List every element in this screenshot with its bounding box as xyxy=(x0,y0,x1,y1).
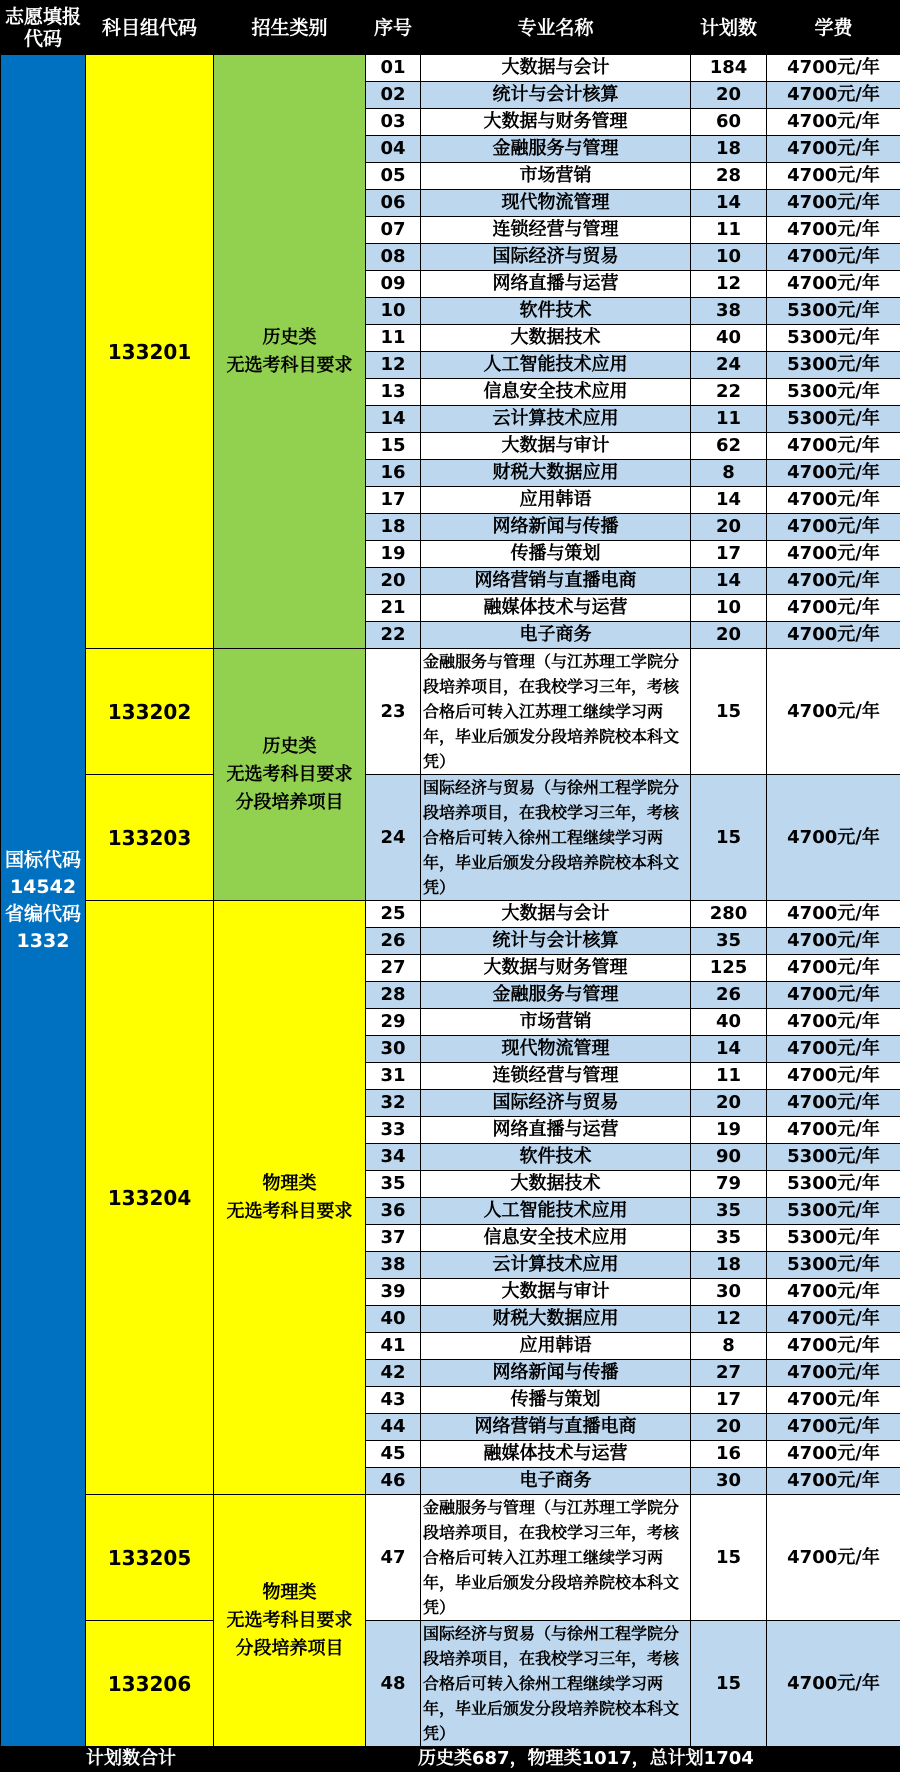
plan-count-cell: 184 xyxy=(691,55,767,82)
major-name-cell: 大数据与会计 xyxy=(421,901,691,928)
header-category: 招生类别 xyxy=(214,1,366,55)
plan-count-cell: 35 xyxy=(691,1225,767,1252)
tuition-cell: 4700元/年 xyxy=(767,271,900,298)
major-name-cell: 统计与会计核算 xyxy=(421,82,691,109)
major-name-cell: 连锁经营与管理 xyxy=(421,217,691,244)
major-name-cell: 信息安全技术应用 xyxy=(421,379,691,406)
tuition-cell: 4700元/年 xyxy=(767,1360,900,1387)
plan-count-cell: 15 xyxy=(691,775,767,901)
tuition-cell: 5300元/年 xyxy=(767,1198,900,1225)
tuition-cell: 4700元/年 xyxy=(767,244,900,271)
tuition-cell: 4700元/年 xyxy=(767,955,900,982)
seq-cell: 33 xyxy=(366,1117,421,1144)
tuition-cell: 4700元/年 xyxy=(767,775,900,901)
seq-cell: 43 xyxy=(366,1387,421,1414)
seq-cell: 25 xyxy=(366,901,421,928)
major-name-cell: 传播与策划 xyxy=(421,1387,691,1414)
major-name-cell: 网络新闻与传播 xyxy=(421,514,691,541)
tuition-cell: 4700元/年 xyxy=(767,109,900,136)
group-code-cell: 133202 xyxy=(86,649,214,775)
plan-count-cell: 20 xyxy=(691,1414,767,1441)
category-line: 无选考科目要求 xyxy=(226,1200,353,1222)
major-name-cell: 应用韩语 xyxy=(421,487,691,514)
seq-cell: 17 xyxy=(366,487,421,514)
tuition-cell: 5300元/年 xyxy=(767,406,900,433)
seq-cell: 22 xyxy=(366,622,421,649)
tuition-cell: 4700元/年 xyxy=(767,163,900,190)
seq-cell: 20 xyxy=(366,568,421,595)
major-name-cell: 云计算技术应用 xyxy=(421,1252,691,1279)
seq-cell: 41 xyxy=(366,1333,421,1360)
header-group-code: 科目组代码 xyxy=(86,1,214,55)
tuition-cell: 5300元/年 xyxy=(767,298,900,325)
school-code-line: 1332 xyxy=(16,929,70,952)
tuition-cell: 4700元/年 xyxy=(767,622,900,649)
seq-cell: 11 xyxy=(366,325,421,352)
plan-count-cell: 20 xyxy=(691,622,767,649)
seq-cell: 16 xyxy=(366,460,421,487)
tuition-cell: 4700元/年 xyxy=(767,595,900,622)
tuition-cell: 4700元/年 xyxy=(767,1387,900,1414)
tuition-cell: 4700元/年 xyxy=(767,982,900,1009)
plan-count-cell: 17 xyxy=(691,541,767,568)
plan-count-cell: 20 xyxy=(691,514,767,541)
group-code-cell: 133204 xyxy=(86,901,214,1495)
tuition-cell: 4700元/年 xyxy=(767,1468,900,1495)
major-name-cell: 人工智能技术应用 xyxy=(421,1198,691,1225)
tuition-cell: 4700元/年 xyxy=(767,82,900,109)
major-name-cell: 连锁经营与管理 xyxy=(421,1063,691,1090)
plan-count-cell: 11 xyxy=(691,217,767,244)
major-name-cell: 软件技术 xyxy=(421,298,691,325)
plan-count-cell: 280 xyxy=(691,901,767,928)
header-seq: 序号 xyxy=(366,1,421,55)
major-name-cell: 财税大数据应用 xyxy=(421,460,691,487)
major-name-cell: 人工智能技术应用 xyxy=(421,352,691,379)
category-line: 分段培养项目 xyxy=(235,791,344,813)
major-name-cell: 云计算技术应用 xyxy=(421,406,691,433)
tuition-cell: 4700元/年 xyxy=(767,928,900,955)
seq-cell: 24 xyxy=(366,775,421,901)
seq-cell: 14 xyxy=(366,406,421,433)
category-cell xyxy=(214,649,366,901)
major-name-cell: 现代物流管理 xyxy=(421,190,691,217)
plan-count-cell: 40 xyxy=(691,325,767,352)
tuition-cell: 4700元/年 xyxy=(767,136,900,163)
tuition-cell: 4700元/年 xyxy=(767,190,900,217)
tuition-cell: 4700元/年 xyxy=(767,433,900,460)
plan-count-cell: 18 xyxy=(691,1252,767,1279)
major-name-cell: 电子商务 xyxy=(421,1468,691,1495)
plan-count-cell: 40 xyxy=(691,1009,767,1036)
major-name-cell: 国际经济与贸易（与徐州工程学院分段培养项目，在我校学习三年，考核合格后可转入徐州工程继续学习两年，毕业后颁发分段培养院校本科文凭） xyxy=(421,1621,691,1747)
major-name-cell: 金融服务与管理（与江苏理工学院分段培养项目，在我校学习三年，考核合格后可转入江苏理工继续学习两年，毕业后颁发分段培养院校本科文凭） xyxy=(421,1495,691,1621)
table-row xyxy=(1,649,900,775)
tuition-cell: 4700元/年 xyxy=(767,1306,900,1333)
table-row xyxy=(1,1495,900,1621)
seq-cell: 29 xyxy=(366,1009,421,1036)
plan-count-cell: 35 xyxy=(691,928,767,955)
major-name-cell: 信息安全技术应用 xyxy=(421,1225,691,1252)
seq-cell: 31 xyxy=(366,1063,421,1090)
seq-cell: 19 xyxy=(366,541,421,568)
plan-count-cell: 10 xyxy=(691,595,767,622)
tuition-cell: 4700元/年 xyxy=(767,1333,900,1360)
tuition-cell: 4700元/年 xyxy=(767,541,900,568)
major-name-cell: 网络新闻与传播 xyxy=(421,1360,691,1387)
table-row xyxy=(1,775,900,901)
major-name-cell: 网络营销与直播电商 xyxy=(421,1414,691,1441)
seq-cell: 46 xyxy=(366,1468,421,1495)
seq-cell: 47 xyxy=(366,1495,421,1621)
major-name-cell: 传播与策划 xyxy=(421,541,691,568)
plan-count-cell: 17 xyxy=(691,1387,767,1414)
category-cell xyxy=(214,1495,366,1747)
tuition-cell: 4700元/年 xyxy=(767,1495,900,1621)
major-name-cell: 大数据技术 xyxy=(421,325,691,352)
tuition-cell: 4700元/年 xyxy=(767,1090,900,1117)
tuition-cell: 4700元/年 xyxy=(767,901,900,928)
tuition-cell: 4700元/年 xyxy=(767,1036,900,1063)
school-code-line: 14542 xyxy=(9,875,77,898)
group-code-cell: 133205 xyxy=(86,1495,214,1621)
tuition-cell: 4700元/年 xyxy=(767,1063,900,1090)
school-code-line: 国标代码 xyxy=(4,848,81,871)
tuition-cell: 4700元/年 xyxy=(767,568,900,595)
major-name-cell: 金融服务与管理 xyxy=(421,982,691,1009)
seq-cell: 03 xyxy=(366,109,421,136)
plan-count-cell: 125 xyxy=(691,955,767,982)
seq-cell: 37 xyxy=(366,1225,421,1252)
major-name-cell: 国际经济与贸易 xyxy=(421,244,691,271)
plan-count-cell: 12 xyxy=(691,1306,767,1333)
seq-cell: 34 xyxy=(366,1144,421,1171)
group-code-cell: 133201 xyxy=(86,55,214,649)
plan-count-cell: 79 xyxy=(691,1171,767,1198)
seq-cell: 08 xyxy=(366,244,421,271)
category-line: 历史类 xyxy=(262,735,317,757)
plan-count-cell: 24 xyxy=(691,352,767,379)
seq-cell: 35 xyxy=(366,1171,421,1198)
header-fill-code: 志愿填报代码 xyxy=(1,1,86,55)
category-line: 物理类 xyxy=(262,1581,317,1603)
major-name-cell: 应用韩语 xyxy=(421,1333,691,1360)
header-row xyxy=(1,1,900,55)
plan-count-cell: 35 xyxy=(691,1198,767,1225)
plan-count-cell: 11 xyxy=(691,406,767,433)
seq-cell: 27 xyxy=(366,955,421,982)
major-name-cell: 大数据与财务管理 xyxy=(421,109,691,136)
plan-count-cell: 18 xyxy=(691,136,767,163)
major-name-cell: 电子商务 xyxy=(421,622,691,649)
seq-cell: 09 xyxy=(366,271,421,298)
total-label: 计划数合计 xyxy=(1,1747,366,1772)
major-name-cell: 软件技术 xyxy=(421,1144,691,1171)
tuition-cell: 4700元/年 xyxy=(767,1414,900,1441)
header-plan: 计划数 xyxy=(691,1,767,55)
category-cell xyxy=(214,901,366,1495)
major-name-cell: 网络营销与直播电商 xyxy=(421,568,691,595)
category-line: 无选考科目要求 xyxy=(226,763,353,785)
plan-count-cell: 15 xyxy=(691,1495,767,1621)
total-value: 历史类687，物理类1017，总计划1704 xyxy=(366,1747,900,1772)
plan-count-cell: 15 xyxy=(691,649,767,775)
plan-count-cell: 90 xyxy=(691,1144,767,1171)
seq-cell: 18 xyxy=(366,514,421,541)
tuition-cell: 4700元/年 xyxy=(767,55,900,82)
seq-cell: 02 xyxy=(366,82,421,109)
major-name-cell: 大数据技术 xyxy=(421,1171,691,1198)
seq-cell: 39 xyxy=(366,1279,421,1306)
seq-cell: 40 xyxy=(366,1306,421,1333)
plan-count-cell: 14 xyxy=(691,190,767,217)
plan-count-cell: 10 xyxy=(691,244,767,271)
plan-count-cell: 19 xyxy=(691,1117,767,1144)
plan-count-cell: 27 xyxy=(691,1360,767,1387)
seq-cell: 42 xyxy=(366,1360,421,1387)
seq-cell: 13 xyxy=(366,379,421,406)
major-name-cell: 网络直播与运营 xyxy=(421,271,691,298)
plan-count-cell: 14 xyxy=(691,1036,767,1063)
seq-cell: 36 xyxy=(366,1198,421,1225)
plan-count-cell: 60 xyxy=(691,109,767,136)
tuition-cell: 4700元/年 xyxy=(767,460,900,487)
plan-count-cell: 8 xyxy=(691,1333,767,1360)
category-line: 历史类 xyxy=(262,326,317,348)
major-name-cell: 大数据与会计 xyxy=(421,55,691,82)
header-fee: 学费 xyxy=(767,1,900,55)
seq-cell: 30 xyxy=(366,1036,421,1063)
plan-count-cell: 16 xyxy=(691,1441,767,1468)
plan-count-cell: 20 xyxy=(691,82,767,109)
tuition-cell: 4700元/年 xyxy=(767,1117,900,1144)
seq-cell: 12 xyxy=(366,352,421,379)
seq-cell: 23 xyxy=(366,649,421,775)
group-code-cell: 133203 xyxy=(86,775,214,901)
seq-cell: 06 xyxy=(366,190,421,217)
seq-cell: 38 xyxy=(366,1252,421,1279)
plan-count-cell: 38 xyxy=(691,298,767,325)
plan-count-cell: 30 xyxy=(691,1279,767,1306)
seq-cell: 10 xyxy=(366,298,421,325)
group-code-cell: 133206 xyxy=(86,1621,214,1747)
plan-count-cell: 28 xyxy=(691,163,767,190)
category-cell xyxy=(214,55,366,649)
major-name-cell: 国际经济与贸易 xyxy=(421,1090,691,1117)
plan-count-cell: 12 xyxy=(691,271,767,298)
major-name-cell: 融媒体技术与运营 xyxy=(421,1441,691,1468)
plan-count-cell: 22 xyxy=(691,379,767,406)
category-line: 分段培养项目 xyxy=(235,1637,344,1659)
tuition-cell: 4700元/年 xyxy=(767,217,900,244)
seq-cell: 05 xyxy=(366,163,421,190)
tuition-cell: 4700元/年 xyxy=(767,1279,900,1306)
plan-count-cell: 30 xyxy=(691,1468,767,1495)
plan-count-cell: 15 xyxy=(691,1621,767,1747)
major-name-cell: 大数据与审计 xyxy=(421,1279,691,1306)
category-line: 物理类 xyxy=(262,1172,317,1194)
plan-count-cell: 11 xyxy=(691,1063,767,1090)
tuition-cell: 5300元/年 xyxy=(767,1252,900,1279)
plan-count-cell: 14 xyxy=(691,487,767,514)
plan-count-cell: 62 xyxy=(691,433,767,460)
tuition-cell: 5300元/年 xyxy=(767,352,900,379)
category-line: 无选考科目要求 xyxy=(226,1609,353,1631)
seq-cell: 28 xyxy=(366,982,421,1009)
major-name-cell: 大数据与财务管理 xyxy=(421,955,691,982)
table-row xyxy=(1,901,900,928)
major-name-cell: 网络直播与运营 xyxy=(421,1117,691,1144)
table-row xyxy=(1,55,900,82)
total-row xyxy=(1,1747,900,1772)
tuition-cell: 4700元/年 xyxy=(767,1009,900,1036)
seq-cell: 01 xyxy=(366,55,421,82)
seq-cell: 21 xyxy=(366,595,421,622)
header-major: 专业名称 xyxy=(421,1,691,55)
plan-count-cell: 14 xyxy=(691,568,767,595)
school-code-line: 省编代码 xyxy=(4,902,81,925)
seq-cell: 07 xyxy=(366,217,421,244)
table-row xyxy=(1,1621,900,1747)
tuition-cell: 5300元/年 xyxy=(767,1171,900,1198)
major-name-cell: 融媒体技术与运营 xyxy=(421,595,691,622)
tuition-cell: 5300元/年 xyxy=(767,325,900,352)
tuition-cell: 5300元/年 xyxy=(767,1225,900,1252)
major-name-cell: 市场营销 xyxy=(421,1009,691,1036)
tuition-cell: 4700元/年 xyxy=(767,514,900,541)
seq-cell: 04 xyxy=(366,136,421,163)
category-line: 无选考科目要求 xyxy=(226,354,353,376)
major-name-cell: 金融服务与管理（与江苏理工学院分段培养项目，在我校学习三年，考核合格后可转入江苏理工继续学习两年，毕业后颁发分段培养院校本科文凭） xyxy=(421,649,691,775)
school-code-cell xyxy=(1,55,86,1747)
tuition-cell: 5300元/年 xyxy=(767,1144,900,1171)
tuition-cell: 4700元/年 xyxy=(767,487,900,514)
plan-count-cell: 26 xyxy=(691,982,767,1009)
major-name-cell: 大数据与审计 xyxy=(421,433,691,460)
tuition-cell: 4700元/年 xyxy=(767,1441,900,1468)
major-name-cell: 市场营销 xyxy=(421,163,691,190)
plan-count-cell: 8 xyxy=(691,460,767,487)
tuition-cell: 4700元/年 xyxy=(767,649,900,775)
plan-count-cell: 20 xyxy=(691,1090,767,1117)
seq-cell: 15 xyxy=(366,433,421,460)
seq-cell: 44 xyxy=(366,1414,421,1441)
major-name-cell: 金融服务与管理 xyxy=(421,136,691,163)
tuition-cell: 5300元/年 xyxy=(767,379,900,406)
major-name-cell: 财税大数据应用 xyxy=(421,1306,691,1333)
seq-cell: 26 xyxy=(366,928,421,955)
major-name-cell: 统计与会计核算 xyxy=(421,928,691,955)
seq-cell: 32 xyxy=(366,1090,421,1117)
seq-cell: 48 xyxy=(366,1621,421,1747)
seq-cell: 45 xyxy=(366,1441,421,1468)
major-name-cell: 国际经济与贸易（与徐州工程学院分段培养项目，在我校学习三年，考核合格后可转入徐州工程继续学习两年，毕业后颁发分段培养院校本科文凭） xyxy=(421,775,691,901)
tuition-cell: 4700元/年 xyxy=(767,1621,900,1747)
major-name-cell: 现代物流管理 xyxy=(421,1036,691,1063)
